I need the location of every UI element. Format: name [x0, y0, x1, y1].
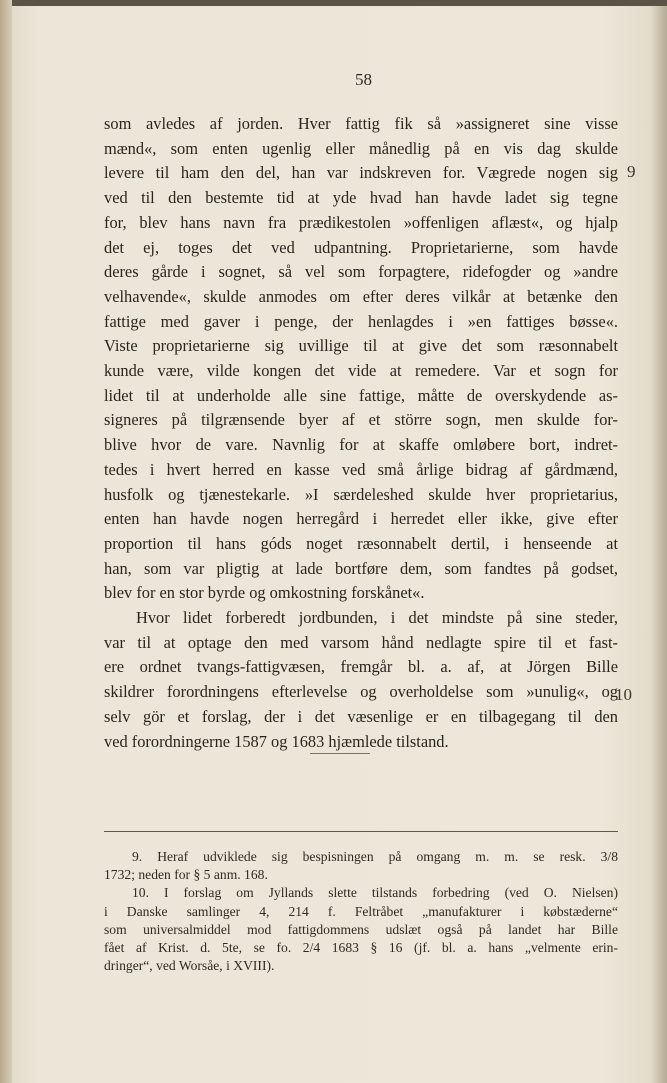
text-line: det ej, toges det ved udpantning. Proprietarierne, som havde — [104, 237, 618, 257]
text-line: enten han havde nogen herregård i herredet eller ikke, give efter — [104, 509, 618, 529]
text-line: skildrer forordningens efterlevelse og overholdelse som »unulig«, og — [104, 682, 618, 702]
text-line: ved forordningerne 1587 og 1683 hjæmlede tilstand. — [104, 731, 449, 751]
page-top-edge — [0, 0, 667, 6]
side-note-marker-9: 9 — [627, 162, 636, 181]
footnote-line: 10. I forslag om Jyllands slette tilstands forbedring (ved O. Nielsen) — [132, 885, 618, 901]
main-text — [104, 112, 618, 754]
footnote-line: i Danske samlinger 4, 214 f. Feltråbet „manufakturer i købstæderne“ — [104, 903, 618, 919]
footnote-rule — [104, 831, 618, 832]
text-line: fattige med gaver i penge, der henlagdes i »en fattiges bøsse«. — [104, 311, 618, 331]
text-line: husfolk og tjænestekarle. »I særdeleshed skulde hver proprietarius, — [104, 484, 618, 504]
section-divider — [310, 753, 370, 754]
text-line: ved til den bestemte tid at yde hvad han havde ladet sig tegne — [104, 188, 618, 208]
text-line: var til at optage den med varsom hånd nedlagte spire til et fast- — [104, 632, 618, 652]
footnote-line: 9. Heraf udviklede sig bespisningen på omgang m. m. se resk. 3/8 — [132, 849, 618, 864]
footnote-line: fået af Krist. d. 5te, se fo. 2/4 1683 § 16 (jf. bl. a. hans „velmente erin- — [104, 940, 618, 956]
footnotes — [104, 848, 618, 975]
footnote-line: som universalmiddel mod fattigdommens udslæt også på landet har Bille — [104, 921, 618, 937]
text-line: deres gårde i sognet, så vel som forpagtere, ridefogder og »andre — [104, 262, 618, 282]
text-line: for, blev hans navn fra prædikestolen »offenligen aflæst«, og hjalp — [104, 212, 618, 232]
text-line: levere til ham den del, han var indskreven for. Vægrede nogen sig — [104, 163, 618, 183]
page-spine-edge — [0, 0, 12, 1083]
text-line: som avledes af jorden. Hver fattig fik så »assigneret sine visse — [104, 114, 618, 133]
text-line: mænd«, som enten ugenlig eller månedlig på en vis dag skulde — [104, 138, 618, 158]
text-line: lidet til at underholde alle sine fattige, måtte de overskydende as- — [104, 385, 618, 405]
footnote-line: dringer“, ved Worsåe, i XVIII). — [104, 958, 275, 974]
text-line: velhavende«, skulde anmodes om efter deres vilkår at betænke den — [104, 286, 618, 306]
page-number: 58 — [355, 70, 372, 89]
text-line: blev for en stor byrde og omkostning forskånet«. — [104, 583, 425, 603]
text-line: Hvor lidet forberedt jordbunden, i det mindste på sine steder, — [136, 608, 618, 628]
side-note-marker-10: 10 — [615, 685, 632, 704]
text-line: proportion til hans góds noget ræsonnabelt dertil, i henseende at — [104, 533, 618, 553]
text-line: signeres på tilgrænsende byer af et större sogn, men skulde for- — [104, 410, 618, 430]
text-line: tedes i hvert herred en kasse ved små årlige bidrag af gårdmænd, — [104, 459, 618, 479]
text-line: Viste proprietarierne sig uvillige til at give det som ræsonnabelt — [104, 336, 618, 356]
text-line: han, som var pligtig at lade bortføre dem, som fandtes på godset, — [104, 558, 618, 578]
text-line: ere ordnet tvangs-fattigvæsen, fremgår bl. a. af, at Jörgen Bille — [104, 657, 618, 677]
text-line: selv gör et forslag, der i det væsenlige er en tilbagegang til den — [104, 706, 618, 726]
footnote-line: 1732; neden for § 5 anm. 168. — [104, 867, 268, 883]
text-line: blive hvor de vare. Navnlig for at skaffe omløbere bort, indret- — [104, 435, 618, 455]
text-line: kunde være, vilde kongen det vide at remedere. Var et sogn for — [104, 361, 618, 381]
